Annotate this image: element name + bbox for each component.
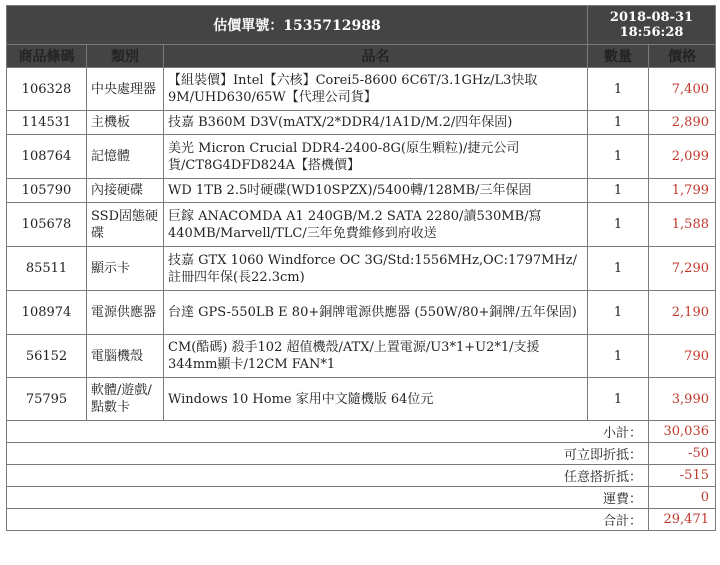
col-header-category: 類別 — [87, 45, 164, 68]
item-price: 1,588 — [649, 203, 716, 247]
total-value: 29,471 — [649, 509, 716, 531]
quote-date: 2018-08-31 — [609, 10, 694, 25]
combo-discount-label: 任意搭折抵： — [7, 465, 649, 487]
shipping-label: 運費： — [7, 487, 649, 509]
item-category: 主機板 — [87, 111, 164, 135]
table-row — [7, 68, 716, 111]
item-qty: 1 — [588, 335, 649, 378]
item-name: 【組裝價】Intel【六核】Corei5-8600 6C6T/3.1GHz/L3快取9M/UHD630/65W【代理公司貨】 — [164, 68, 588, 111]
item-price: 2,890 — [649, 111, 716, 135]
item-qty: 1 — [588, 135, 649, 179]
item-qty: 1 — [588, 247, 649, 291]
item-code: 56152 — [7, 335, 87, 378]
item-qty: 1 — [588, 378, 649, 421]
item-category: 內接硬碟 — [87, 179, 164, 203]
table-row — [7, 203, 716, 247]
table-row — [7, 247, 716, 291]
item-name: 技嘉 GTX 1060 Windforce OC 3G/Std:1556MHz,OC:1797MHz/註冊四年保(長22.3cm) — [164, 247, 588, 291]
table-row — [7, 291, 716, 335]
col-header-name: 品名 — [164, 45, 588, 68]
item-code: 108764 — [7, 135, 87, 179]
item-name: Windows 10 Home 家用中文隨機版 64位元 — [164, 378, 588, 421]
item-price: 2,099 — [649, 135, 716, 179]
item-name: CM(酷碼) 殺手102 超值機殼/ATX/上置電源/U3*1+U2*1/支援344mm顯卡/12CM FAN*1 — [164, 335, 588, 378]
col-header-price: 價格 — [649, 45, 716, 68]
item-code: 75795 — [7, 378, 87, 421]
subtotal-label: 小計： — [7, 421, 649, 443]
item-category: 中央處理器 — [87, 68, 164, 111]
col-header-qty: 數量 — [588, 45, 649, 68]
table-row — [7, 111, 716, 135]
item-qty: 1 — [588, 179, 649, 203]
subtotal-value: 30,036 — [649, 421, 716, 443]
quote-datetime — [588, 6, 716, 45]
item-code: 108974 — [7, 291, 87, 335]
item-category: 記憶體 — [87, 135, 164, 179]
item-name: 美光 Micron Crucial DDR4-2400-8G(原生顆粒)/捷元公司貨/CT8G4DFD824A【搭機價】 — [164, 135, 588, 179]
col-header-code: 商品條碼 — [7, 45, 87, 68]
summary-row-instant-discount — [7, 443, 716, 465]
item-price: 3,990 — [649, 378, 716, 421]
item-code: 114531 — [7, 111, 87, 135]
item-price: 790 — [649, 335, 716, 378]
item-price: 7,400 — [649, 68, 716, 111]
item-name: 台達 GPS-550LB E 80+銅牌電源供應器 (550W/80+銅牌/五年保固) — [164, 291, 588, 335]
item-qty: 1 — [588, 111, 649, 135]
item-category: 顯示卡 — [87, 247, 164, 291]
total-label: 合計： — [7, 509, 649, 531]
combo-discount-value: -515 — [649, 465, 716, 487]
quote-time: 18:56:28 — [619, 25, 684, 40]
item-qty: 1 — [588, 291, 649, 335]
instant-discount-value: -50 — [649, 443, 716, 465]
quote-table — [6, 5, 716, 531]
item-price: 1,799 — [649, 179, 716, 203]
item-category: 電源供應器 — [87, 291, 164, 335]
item-code: 105678 — [7, 203, 87, 247]
item-category: 軟體/遊戲/點數卡 — [87, 378, 164, 421]
item-name: WD 1TB 2.5吋硬碟(WD10SPZX)/5400轉/128MB/三年保固 — [164, 179, 588, 203]
item-price: 2,190 — [649, 291, 716, 335]
item-qty: 1 — [588, 68, 649, 111]
summary-row-shipping — [7, 487, 716, 509]
summary-row-subtotal — [7, 421, 716, 443]
item-qty: 1 — [588, 203, 649, 247]
table-row — [7, 135, 716, 179]
item-code: 105790 — [7, 179, 87, 203]
summary-row-total — [7, 509, 716, 531]
item-name: 技嘉 B360M D3V(mATX/2*DDR4/1A1D/M.2/四年保固) — [164, 111, 588, 135]
column-header-row — [7, 45, 716, 68]
table-row — [7, 179, 716, 203]
table-row — [7, 378, 716, 421]
item-category: SSD固態硬碟 — [87, 203, 164, 247]
item-name: 巨鎵 ANACOMDA A1 240GB/M.2 SATA 2280/讀530MB/寫440MB/Marvell/TLC/三年免費維修到府收送 — [164, 203, 588, 247]
item-category: 電腦機殼 — [87, 335, 164, 378]
item-price: 7,290 — [649, 247, 716, 291]
item-code: 85511 — [7, 247, 87, 291]
shipping-value: 0 — [649, 487, 716, 509]
table-row — [7, 335, 716, 378]
quote-number: 估價單號：1535712988 — [7, 6, 588, 45]
item-code: 106328 — [7, 68, 87, 111]
instant-discount-label: 可立即折抵： — [7, 443, 649, 465]
summary-row-combo-discount — [7, 465, 716, 487]
